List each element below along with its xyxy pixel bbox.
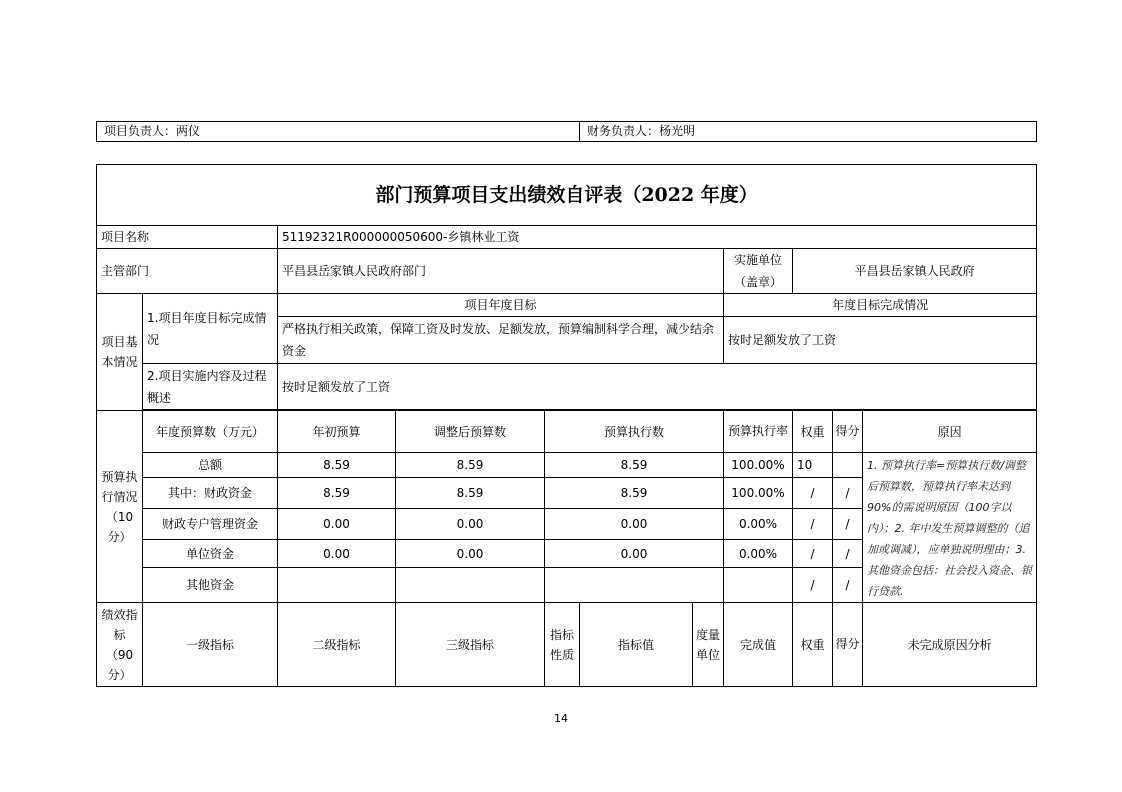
budget-row-weight: / [793, 509, 833, 540]
budget-row-rate: 100.00% [724, 478, 793, 509]
budget-row-rate: 100.00% [724, 453, 793, 478]
budget-row-adjusted [396, 568, 545, 603]
budget-row-adjusted: 0.00 [396, 540, 545, 568]
perf-header-value: 指标值 [580, 603, 693, 687]
budget-row-executed: 8.59 [545, 453, 724, 478]
budget-section-label: 预算执行情况（10分） [97, 411, 143, 603]
budget-row-initial: 0.00 [278, 540, 396, 568]
budget-header-adjusted: 调整后预算数 [396, 411, 545, 453]
department-value: 平昌县岳家镇人民政府部门 [278, 249, 724, 294]
perf-header-completed: 完成值 [724, 603, 793, 687]
budget-row-weight: / [793, 478, 833, 509]
budget-row-label: 单位资金 [143, 540, 278, 568]
budget-header-weight: 权重 [793, 411, 833, 453]
budget-row-adjusted: 0.00 [396, 509, 545, 540]
perf-header-score: 得分 [833, 603, 863, 687]
budget-row-initial: 8.59 [278, 453, 396, 478]
project-name-label: 项目名称 [97, 226, 278, 249]
budget-row-executed [545, 568, 724, 603]
budget-header-annual: 年度预算数（万元） [143, 411, 278, 453]
finance-leader: 财务负责人：杨光明 [580, 122, 1037, 142]
budget-row-initial: 8.59 [278, 478, 396, 509]
budget-row-score: / [833, 568, 863, 603]
budget-header-score: 得分 [833, 411, 863, 453]
budget-row-score: / [833, 509, 863, 540]
perf-header-weight: 权重 [793, 603, 833, 687]
performance-section-label: 绩效指标（90分） [97, 603, 143, 687]
signature-bar [96, 121, 1037, 142]
budget-row-rate [724, 568, 793, 603]
budget-row-label: 其他资金 [143, 568, 278, 603]
self-evaluation-table [96, 164, 1037, 687]
budget-header-rate: 预算执行率 [724, 411, 793, 453]
budget-row-score [833, 453, 863, 478]
budget-row-adjusted: 8.59 [396, 453, 545, 478]
annual-goal-header: 项目年度目标 [278, 294, 724, 317]
budget-row-weight: 10 [793, 453, 833, 478]
budget-row-adjusted: 8.59 [396, 478, 545, 509]
budget-header-executed: 预算执行数 [545, 411, 724, 453]
budget-row-weight: / [793, 540, 833, 568]
implementation-text: 按时足额发放了工资 [278, 364, 1037, 410]
perf-header-level2: 二级指标 [278, 603, 396, 687]
budget-header-reason: 原因 [863, 411, 1037, 453]
project-name-value: 51192321R000000050600-乡镇林业工资 [278, 226, 1037, 249]
page-title: 部门预算项目支出绩效自评表（2022 年度） [97, 165, 1037, 226]
page-number: 14 [554, 712, 568, 725]
budget-row-executed: 8.59 [545, 478, 724, 509]
budget-row-score: / [833, 540, 863, 568]
basic-info-label: 项目基本情况 [97, 294, 143, 411]
perf-header-nature: 指标性质 [545, 603, 580, 687]
budget-header-initial: 年初预算 [278, 411, 396, 453]
project-leader: 项目负责人：两仪 [97, 122, 580, 142]
implementer-label: 实施单位（盖章） [724, 249, 793, 294]
implementation-label: 2.项目实施内容及过程概述 [143, 364, 278, 410]
goal-completion-label: 1.项目年度目标完成情况 [143, 294, 278, 364]
implementer-value: 平昌县岳家镇人民政府 [793, 249, 1037, 294]
budget-row-label: 其中：财政资金 [143, 478, 278, 509]
perf-header-level3: 三级指标 [396, 603, 545, 687]
annual-goal-text: 严格执行相关政策，保障工资及时发放、足额发放，预算编制科学合理，减少结余资金 [278, 317, 724, 364]
budget-row-label: 总额 [143, 453, 278, 478]
perf-header-level1: 一级指标 [143, 603, 278, 687]
completion-header: 年度目标完成情况 [724, 294, 1037, 317]
perf-header-analysis: 未完成原因分析 [863, 603, 1037, 687]
budget-row-executed: 0.00 [545, 509, 724, 540]
budget-row [97, 453, 1037, 478]
department-label: 主管部门 [97, 249, 278, 294]
perf-header-unit: 度量单位 [693, 603, 724, 687]
budget-row-weight: / [793, 568, 833, 603]
budget-row-rate: 0.00% [724, 540, 793, 568]
completion-text: 按时足额发放了工资 [724, 317, 1037, 364]
budget-row-score: / [833, 478, 863, 509]
budget-row-initial: 0.00 [278, 509, 396, 540]
budget-row-initial [278, 568, 396, 603]
budget-row-label: 财政专户管理资金 [143, 509, 278, 540]
budget-note: 1. 预算执行率=预算执行数/调整后预算数，预算执行率未达到90%的需说明原因（100字以内）；2. 年中发生预算调整的（追加或调减），应单独说明理由；3. 其他资金包括：社会投入资金、银行贷款. [863, 453, 1037, 603]
budget-row-rate: 0.00% [724, 509, 793, 540]
budget-row-executed: 0.00 [545, 540, 724, 568]
